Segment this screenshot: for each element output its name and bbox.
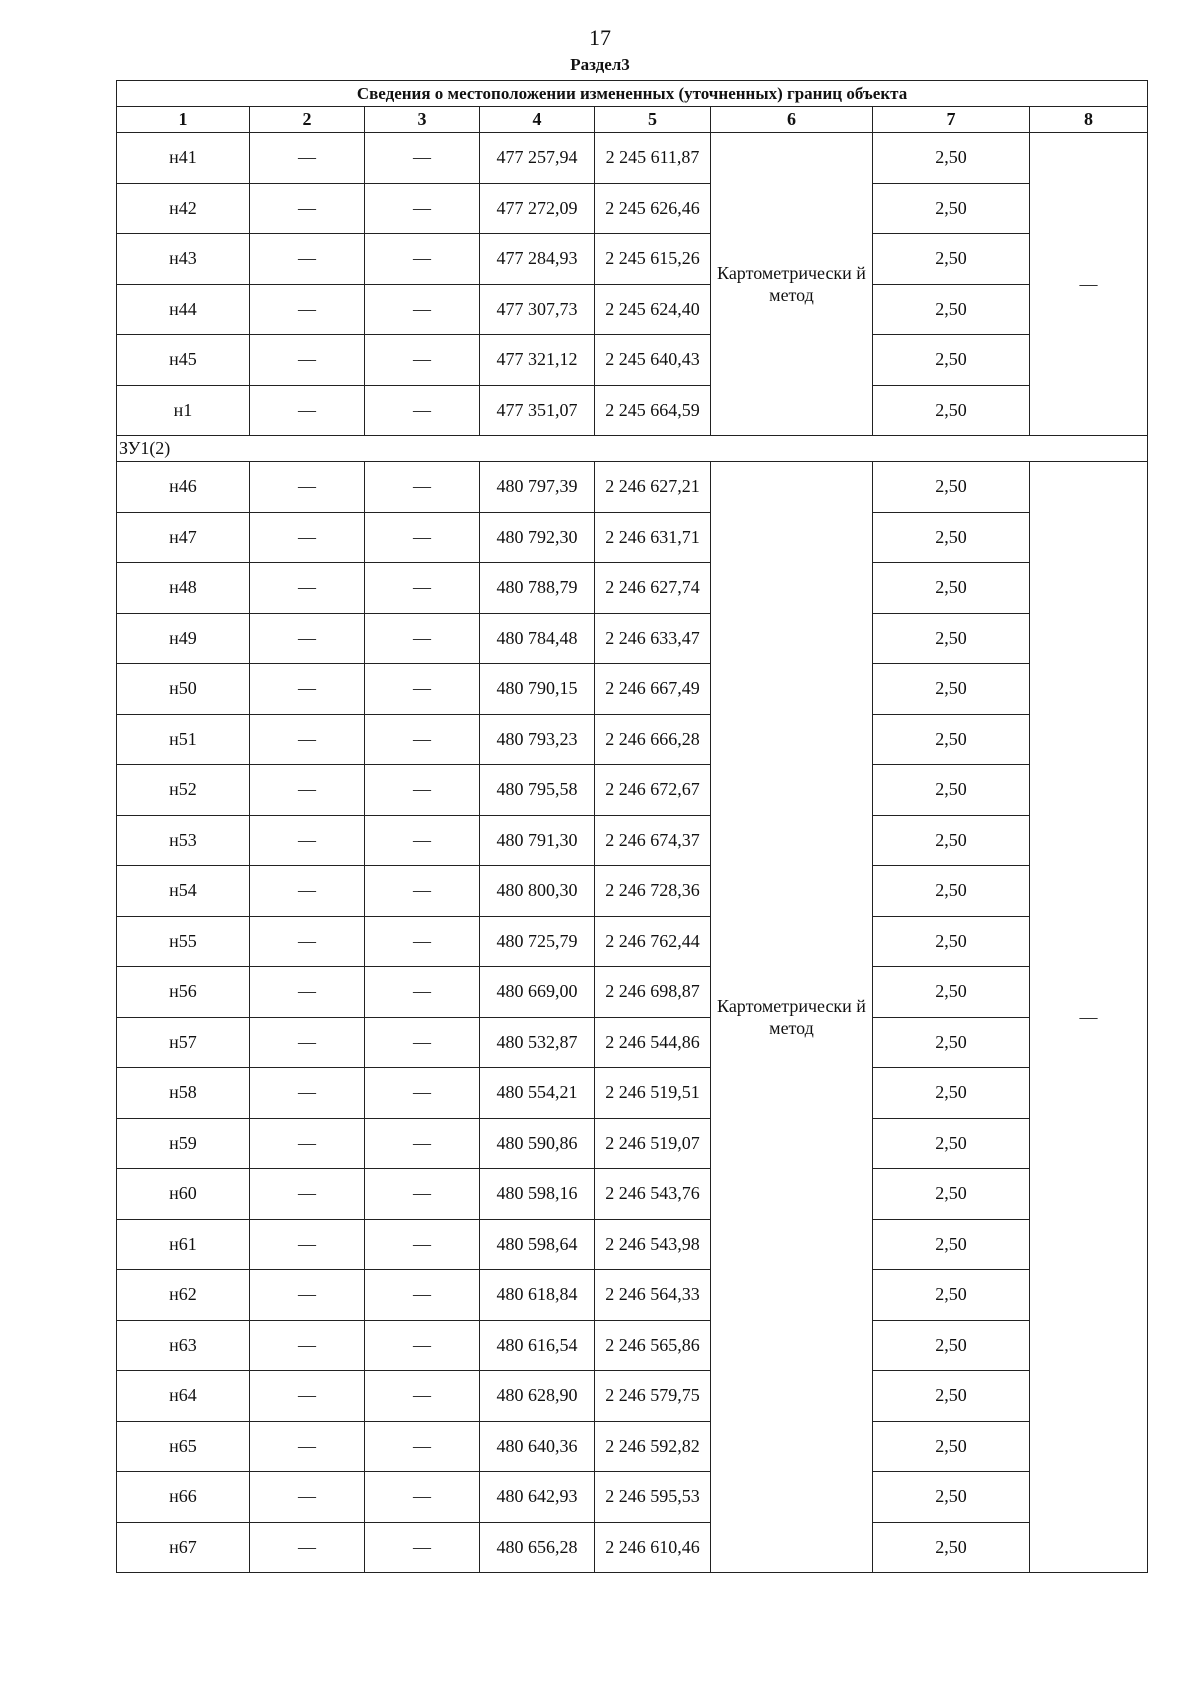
x-coordinate-cell: 480 628,90 <box>480 1371 595 1422</box>
column-3-cell: — <box>365 664 480 715</box>
x-coordinate-cell: 480 590,86 <box>480 1118 595 1169</box>
table-row <box>117 714 1148 765</box>
table-row <box>117 462 1148 513</box>
column-3-cell: — <box>365 1017 480 1068</box>
y-coordinate-cell: 2 246 674,37 <box>595 815 711 866</box>
column-2-cell: — <box>250 512 365 563</box>
column-3-cell: — <box>365 1219 480 1270</box>
column-8-cell: — <box>1030 133 1148 436</box>
table-row <box>117 1118 1148 1169</box>
column-3-cell: — <box>365 1118 480 1169</box>
x-coordinate-cell: 480 598,64 <box>480 1219 595 1270</box>
y-coordinate-cell: 2 246 592,82 <box>595 1421 711 1472</box>
column-2-cell: — <box>250 1421 365 1472</box>
y-coordinate-cell: 2 246 667,49 <box>595 664 711 715</box>
point-name-cell: н55 <box>117 916 250 967</box>
column-3-cell: — <box>365 1270 480 1321</box>
x-coordinate-cell: 477 272,09 <box>480 183 595 234</box>
y-coordinate-cell: 2 246 666,28 <box>595 714 711 765</box>
point-name-cell: н45 <box>117 335 250 386</box>
column-2-cell: — <box>250 765 365 816</box>
y-coordinate-cell: 2 245 615,26 <box>595 234 711 285</box>
point-name-cell: н56 <box>117 967 250 1018</box>
x-coordinate-cell: 480 616,54 <box>480 1320 595 1371</box>
precision-cell: 2,50 <box>873 1118 1030 1169</box>
column-2-cell: — <box>250 866 365 917</box>
x-coordinate-cell: 480 669,00 <box>480 967 595 1018</box>
point-name-cell: н58 <box>117 1068 250 1119</box>
y-coordinate-cell: 2 246 519,51 <box>595 1068 711 1119</box>
x-coordinate-cell: 480 795,58 <box>480 765 595 816</box>
table-row <box>117 234 1148 285</box>
table-row <box>117 967 1148 1018</box>
column-3-cell: — <box>365 916 480 967</box>
y-coordinate-cell: 2 245 640,43 <box>595 335 711 386</box>
y-coordinate-cell: 2 246 627,21 <box>595 462 711 513</box>
table-row <box>117 1068 1148 1119</box>
column-3-cell: — <box>365 512 480 563</box>
column-header: 8 <box>1030 107 1148 133</box>
precision-cell: 2,50 <box>873 335 1030 386</box>
column-header: 6 <box>711 107 873 133</box>
column-3-cell: — <box>365 1472 480 1523</box>
table-caption: Сведения о местоположении измененных (уточненных) границ объекта <box>117 81 1148 107</box>
precision-cell: 2,50 <box>873 1169 1030 1220</box>
precision-cell: 2,50 <box>873 512 1030 563</box>
precision-cell: 2,50 <box>873 563 1030 614</box>
x-coordinate-cell: 480 656,28 <box>480 1522 595 1573</box>
column-3-cell: — <box>365 1320 480 1371</box>
precision-cell: 2,50 <box>873 133 1030 184</box>
x-coordinate-cell: 480 642,93 <box>480 1472 595 1523</box>
table-row <box>117 866 1148 917</box>
column-header: 4 <box>480 107 595 133</box>
point-name-cell: н67 <box>117 1522 250 1573</box>
precision-cell: 2,50 <box>873 967 1030 1018</box>
column-2-cell: — <box>250 916 365 967</box>
column-3-cell: — <box>365 714 480 765</box>
x-coordinate-cell: 480 640,36 <box>480 1421 595 1472</box>
column-2-cell: — <box>250 1522 365 1573</box>
point-name-cell: н47 <box>117 512 250 563</box>
boundary-coordinates-table <box>116 80 1148 1573</box>
table-row <box>117 133 1148 184</box>
precision-cell: 2,50 <box>873 1320 1030 1371</box>
column-3-cell: — <box>365 1522 480 1573</box>
point-name-cell: н50 <box>117 664 250 715</box>
column-8-cell: — <box>1030 462 1148 1573</box>
table-row <box>117 1270 1148 1321</box>
y-coordinate-cell: 2 245 626,46 <box>595 183 711 234</box>
point-name-cell: н66 <box>117 1472 250 1523</box>
x-coordinate-cell: 480 788,79 <box>480 563 595 614</box>
precision-cell: 2,50 <box>873 815 1030 866</box>
y-coordinate-cell: 2 246 543,98 <box>595 1219 711 1270</box>
y-coordinate-cell: 2 246 543,76 <box>595 1169 711 1220</box>
column-2-cell: — <box>250 1270 365 1321</box>
x-coordinate-cell: 477 307,73 <box>480 284 595 335</box>
precision-cell: 2,50 <box>873 1371 1030 1422</box>
precision-cell: 2,50 <box>873 1522 1030 1573</box>
determination-method-cell: Картометрически й метод <box>711 462 873 1573</box>
point-name-cell: н64 <box>117 1371 250 1422</box>
x-coordinate-cell: 480 791,30 <box>480 815 595 866</box>
precision-cell: 2,50 <box>873 1270 1030 1321</box>
table-row <box>117 1472 1148 1523</box>
column-3-cell: — <box>365 815 480 866</box>
precision-cell: 2,50 <box>873 284 1030 335</box>
column-2-cell: — <box>250 664 365 715</box>
y-coordinate-cell: 2 246 633,47 <box>595 613 711 664</box>
column-number-row <box>117 107 1148 133</box>
table-row <box>117 385 1148 436</box>
column-header: 5 <box>595 107 711 133</box>
column-2-cell: — <box>250 967 365 1018</box>
y-coordinate-cell: 2 245 664,59 <box>595 385 711 436</box>
point-name-cell: н63 <box>117 1320 250 1371</box>
table-row <box>117 664 1148 715</box>
y-coordinate-cell: 2 245 611,87 <box>595 133 711 184</box>
y-coordinate-cell: 2 246 762,44 <box>595 916 711 967</box>
column-3-cell: — <box>365 1068 480 1119</box>
precision-cell: 2,50 <box>873 1421 1030 1472</box>
table-row <box>117 613 1148 664</box>
column-2-cell: — <box>250 1371 365 1422</box>
table-row <box>117 335 1148 386</box>
group-row <box>117 436 1148 462</box>
column-3-cell: — <box>365 1371 480 1422</box>
precision-cell: 2,50 <box>873 1219 1030 1270</box>
x-coordinate-cell: 477 257,94 <box>480 133 595 184</box>
column-3-cell: — <box>365 1421 480 1472</box>
point-name-cell: н57 <box>117 1017 250 1068</box>
column-3-cell: — <box>365 765 480 816</box>
column-header: 2 <box>250 107 365 133</box>
column-2-cell: — <box>250 1219 365 1270</box>
point-name-cell: н42 <box>117 183 250 234</box>
y-coordinate-cell: 2 246 595,53 <box>595 1472 711 1523</box>
column-3-cell: — <box>365 462 480 513</box>
column-2-cell: — <box>250 133 365 184</box>
column-header: 7 <box>873 107 1030 133</box>
column-2-cell: — <box>250 183 365 234</box>
column-2-cell: — <box>250 1068 365 1119</box>
y-coordinate-cell: 2 246 564,33 <box>595 1270 711 1321</box>
column-2-cell: — <box>250 1169 365 1220</box>
table-row <box>117 1371 1148 1422</box>
table-row <box>117 815 1148 866</box>
column-3-cell: — <box>365 613 480 664</box>
point-name-cell: н49 <box>117 613 250 664</box>
y-coordinate-cell: 2 246 627,74 <box>595 563 711 614</box>
column-2-cell: — <box>250 385 365 436</box>
y-coordinate-cell: 2 246 698,87 <box>595 967 711 1018</box>
column-3-cell: — <box>365 967 480 1018</box>
x-coordinate-cell: 480 784,48 <box>480 613 595 664</box>
table-row <box>117 1169 1148 1220</box>
table-row <box>117 284 1148 335</box>
y-coordinate-cell: 2 246 579,75 <box>595 1371 711 1422</box>
table-row <box>117 1421 1148 1472</box>
column-2-cell: — <box>250 714 365 765</box>
column-2-cell: — <box>250 1017 365 1068</box>
y-coordinate-cell: 2 245 624,40 <box>595 284 711 335</box>
table-row <box>117 512 1148 563</box>
y-coordinate-cell: 2 246 728,36 <box>595 866 711 917</box>
column-3-cell: — <box>365 234 480 285</box>
point-name-cell: н43 <box>117 234 250 285</box>
table-row <box>117 1219 1148 1270</box>
precision-cell: 2,50 <box>873 1068 1030 1119</box>
column-2-cell: — <box>250 1118 365 1169</box>
x-coordinate-cell: 477 284,93 <box>480 234 595 285</box>
table-row <box>117 916 1148 967</box>
precision-cell: 2,50 <box>873 385 1030 436</box>
x-coordinate-cell: 480 554,21 <box>480 1068 595 1119</box>
section-title: Раздел3 <box>570 55 630 74</box>
point-name-cell: н54 <box>117 866 250 917</box>
column-3-cell: — <box>365 133 480 184</box>
column-2-cell: — <box>250 234 365 285</box>
precision-cell: 2,50 <box>873 234 1030 285</box>
y-coordinate-cell: 2 246 631,71 <box>595 512 711 563</box>
precision-cell: 2,50 <box>873 1472 1030 1523</box>
column-header: 1 <box>117 107 250 133</box>
column-3-cell: — <box>365 866 480 917</box>
point-name-cell: н53 <box>117 815 250 866</box>
column-3-cell: — <box>365 335 480 386</box>
precision-cell: 2,50 <box>873 765 1030 816</box>
column-2-cell: — <box>250 1472 365 1523</box>
x-coordinate-cell: 480 797,39 <box>480 462 595 513</box>
y-coordinate-cell: 2 246 565,86 <box>595 1320 711 1371</box>
precision-cell: 2,50 <box>873 1017 1030 1068</box>
point-name-cell: н62 <box>117 1270 250 1321</box>
point-name-cell: н51 <box>117 714 250 765</box>
x-coordinate-cell: 480 618,84 <box>480 1270 595 1321</box>
table-row <box>117 1522 1148 1573</box>
table-body <box>117 133 1148 1573</box>
x-coordinate-cell: 477 351,07 <box>480 385 595 436</box>
column-2-cell: — <box>250 335 365 386</box>
column-3-cell: — <box>365 563 480 614</box>
y-coordinate-cell: 2 246 544,86 <box>595 1017 711 1068</box>
precision-cell: 2,50 <box>873 462 1030 513</box>
x-coordinate-cell: 480 725,79 <box>480 916 595 967</box>
x-coordinate-cell: 480 598,16 <box>480 1169 595 1220</box>
column-2-cell: — <box>250 462 365 513</box>
column-header: 3 <box>365 107 480 133</box>
point-name-cell: н60 <box>117 1169 250 1220</box>
x-coordinate-cell: 480 800,30 <box>480 866 595 917</box>
precision-cell: 2,50 <box>873 714 1030 765</box>
table-row <box>117 1320 1148 1371</box>
point-name-cell: н46 <box>117 462 250 513</box>
precision-cell: 2,50 <box>873 866 1030 917</box>
x-coordinate-cell: 477 321,12 <box>480 335 595 386</box>
x-coordinate-cell: 480 792,30 <box>480 512 595 563</box>
point-name-cell: н41 <box>117 133 250 184</box>
column-3-cell: — <box>365 1169 480 1220</box>
x-coordinate-cell: 480 790,15 <box>480 664 595 715</box>
x-coordinate-cell: 480 793,23 <box>480 714 595 765</box>
table-row <box>117 563 1148 614</box>
determination-method-cell: Картометрически й метод <box>711 133 873 436</box>
column-2-cell: — <box>250 563 365 614</box>
column-3-cell: — <box>365 183 480 234</box>
precision-cell: 2,50 <box>873 183 1030 234</box>
column-2-cell: — <box>250 284 365 335</box>
x-coordinate-cell: 480 532,87 <box>480 1017 595 1068</box>
precision-cell: 2,50 <box>873 916 1030 967</box>
column-3-cell: — <box>365 385 480 436</box>
column-2-cell: — <box>250 613 365 664</box>
point-name-cell: н65 <box>117 1421 250 1472</box>
point-name-cell: н48 <box>117 563 250 614</box>
y-coordinate-cell: 2 246 672,67 <box>595 765 711 816</box>
column-3-cell: — <box>365 284 480 335</box>
precision-cell: 2,50 <box>873 613 1030 664</box>
y-coordinate-cell: 2 246 519,07 <box>595 1118 711 1169</box>
point-name-cell: н61 <box>117 1219 250 1270</box>
point-name-cell: н1 <box>117 385 250 436</box>
y-coordinate-cell: 2 246 610,46 <box>595 1522 711 1573</box>
column-2-cell: — <box>250 815 365 866</box>
table-row <box>117 183 1148 234</box>
column-2-cell: — <box>250 1320 365 1371</box>
point-name-cell: н59 <box>117 1118 250 1169</box>
point-name-cell: н52 <box>117 765 250 816</box>
table-row <box>117 765 1148 816</box>
page-number: 17 <box>589 25 611 50</box>
precision-cell: 2,50 <box>873 664 1030 715</box>
point-name-cell: н44 <box>117 284 250 335</box>
group-label: ЗУ1(2) <box>117 436 1148 462</box>
table-row <box>117 1017 1148 1068</box>
